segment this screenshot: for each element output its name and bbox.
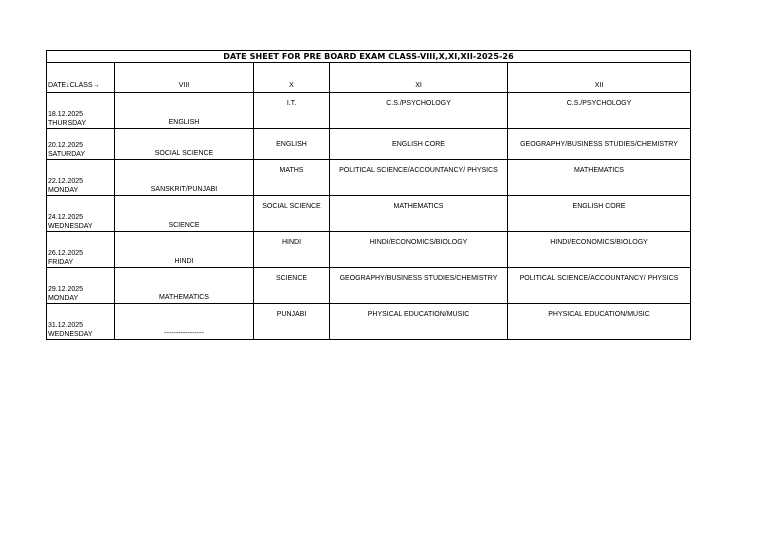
date-cell — [47, 129, 115, 160]
table-row — [47, 304, 691, 340]
exam-day: MONDAY — [48, 187, 79, 194]
exam-date: 20.12.2025 — [48, 142, 84, 149]
exam-date: 24.12.2025 — [48, 214, 84, 221]
sheet-title: DATE SHEET FOR PRE BOARD EXAM CLASS-VIII,X,XI,XII-2025-26 — [47, 51, 691, 63]
date-cell — [47, 232, 115, 268]
date-cell — [47, 160, 115, 196]
class-xii-subject: PHYSICAL EDUCATION/MUSIC — [508, 304, 691, 340]
header-date-class: DATE↓CLASS→ — [47, 63, 115, 93]
table-row — [47, 232, 691, 268]
date-cell — [47, 304, 115, 340]
class-x-subject: SCIENCE — [254, 268, 330, 304]
exam-day: FRIDAY — [48, 259, 74, 266]
class-xii-subject: POLITICAL SCIENCE/ACCOUNTANCY/ PHYSICS — [508, 268, 691, 304]
exam-day: THURSDAY — [48, 120, 86, 127]
exam-day: MONDAY — [48, 295, 79, 302]
class-xi-subject: GEOGRAPHY/BUSINESS STUDIES/CHEMISTRY — [330, 268, 508, 304]
date-sheet-table — [46, 50, 691, 340]
table-row — [47, 93, 691, 129]
exam-date: 18.12.2025 — [48, 111, 84, 118]
class-xii-subject: MATHEMATICS — [508, 160, 691, 196]
class-viii-subject: SANSKRIT/PUNJABI — [115, 160, 254, 196]
class-xi-subject: C.S./PSYCHOLOGY — [330, 93, 508, 129]
class-xii-subject: ENGLISH CORE — [508, 196, 691, 232]
header-row — [47, 63, 691, 93]
class-x-subject: MATHS — [254, 160, 330, 196]
table-row — [47, 160, 691, 196]
class-x-subject: I.T. — [254, 93, 330, 129]
exam-day: SATURDAY — [48, 151, 86, 158]
class-xi-subject: ENGLISH CORE — [330, 129, 508, 160]
exam-date: 26.12.2025 — [48, 250, 84, 257]
class-xii-subject: HINDI/ECONOMICS/BIOLOGY — [508, 232, 691, 268]
class-xi-subject: HINDI/ECONOMICS/BIOLOGY — [330, 232, 508, 268]
exam-date: 22.12.2025 — [48, 178, 84, 185]
exam-day: WEDNESDAY — [48, 331, 93, 338]
exam-date: 31.12.2025 — [48, 322, 84, 329]
class-x-subject: PUNJABI — [254, 304, 330, 340]
header-class-x: X — [254, 63, 330, 93]
class-xi-subject: POLITICAL SCIENCE/ACCOUNTANCY/ PHYSICS — [330, 160, 508, 196]
class-x-subject: SOCIAL SCIENCE — [254, 196, 330, 232]
class-viii-subject: HINDI — [115, 232, 254, 268]
class-xii-subject: C.S./PSYCHOLOGY — [508, 93, 691, 129]
class-viii-subject: SOCIAL SCIENCE — [115, 129, 254, 160]
table-row — [47, 129, 691, 160]
exam-date: 29.12.2025 — [48, 286, 84, 293]
class-xi-subject: MATHEMATICS — [330, 196, 508, 232]
header-class-viii: VIII — [115, 63, 254, 93]
date-cell — [47, 268, 115, 304]
table-row — [47, 268, 691, 304]
class-viii-subject: MATHEMATICS — [115, 268, 254, 304]
class-xii-subject: GEOGRAPHY/BUSINESS STUDIES/CHEMISTRY — [508, 129, 691, 160]
class-viii-subject: SCIENCE — [115, 196, 254, 232]
class-x-subject: HINDI — [254, 232, 330, 268]
date-cell — [47, 196, 115, 232]
class-viii-subject: ----------------- — [115, 304, 254, 340]
date-cell — [47, 93, 115, 129]
class-viii-subject: ENGLISH — [115, 93, 254, 129]
exam-day: WEDNESDAY — [48, 223, 93, 230]
class-x-subject: ENGLISH — [254, 129, 330, 160]
table-row — [47, 196, 691, 232]
header-class-xii: XII — [508, 63, 691, 93]
title-row — [47, 51, 691, 63]
header-class-xi: XI — [330, 63, 508, 93]
class-xi-subject: PHYSICAL EDUCATION/MUSIC — [330, 304, 508, 340]
